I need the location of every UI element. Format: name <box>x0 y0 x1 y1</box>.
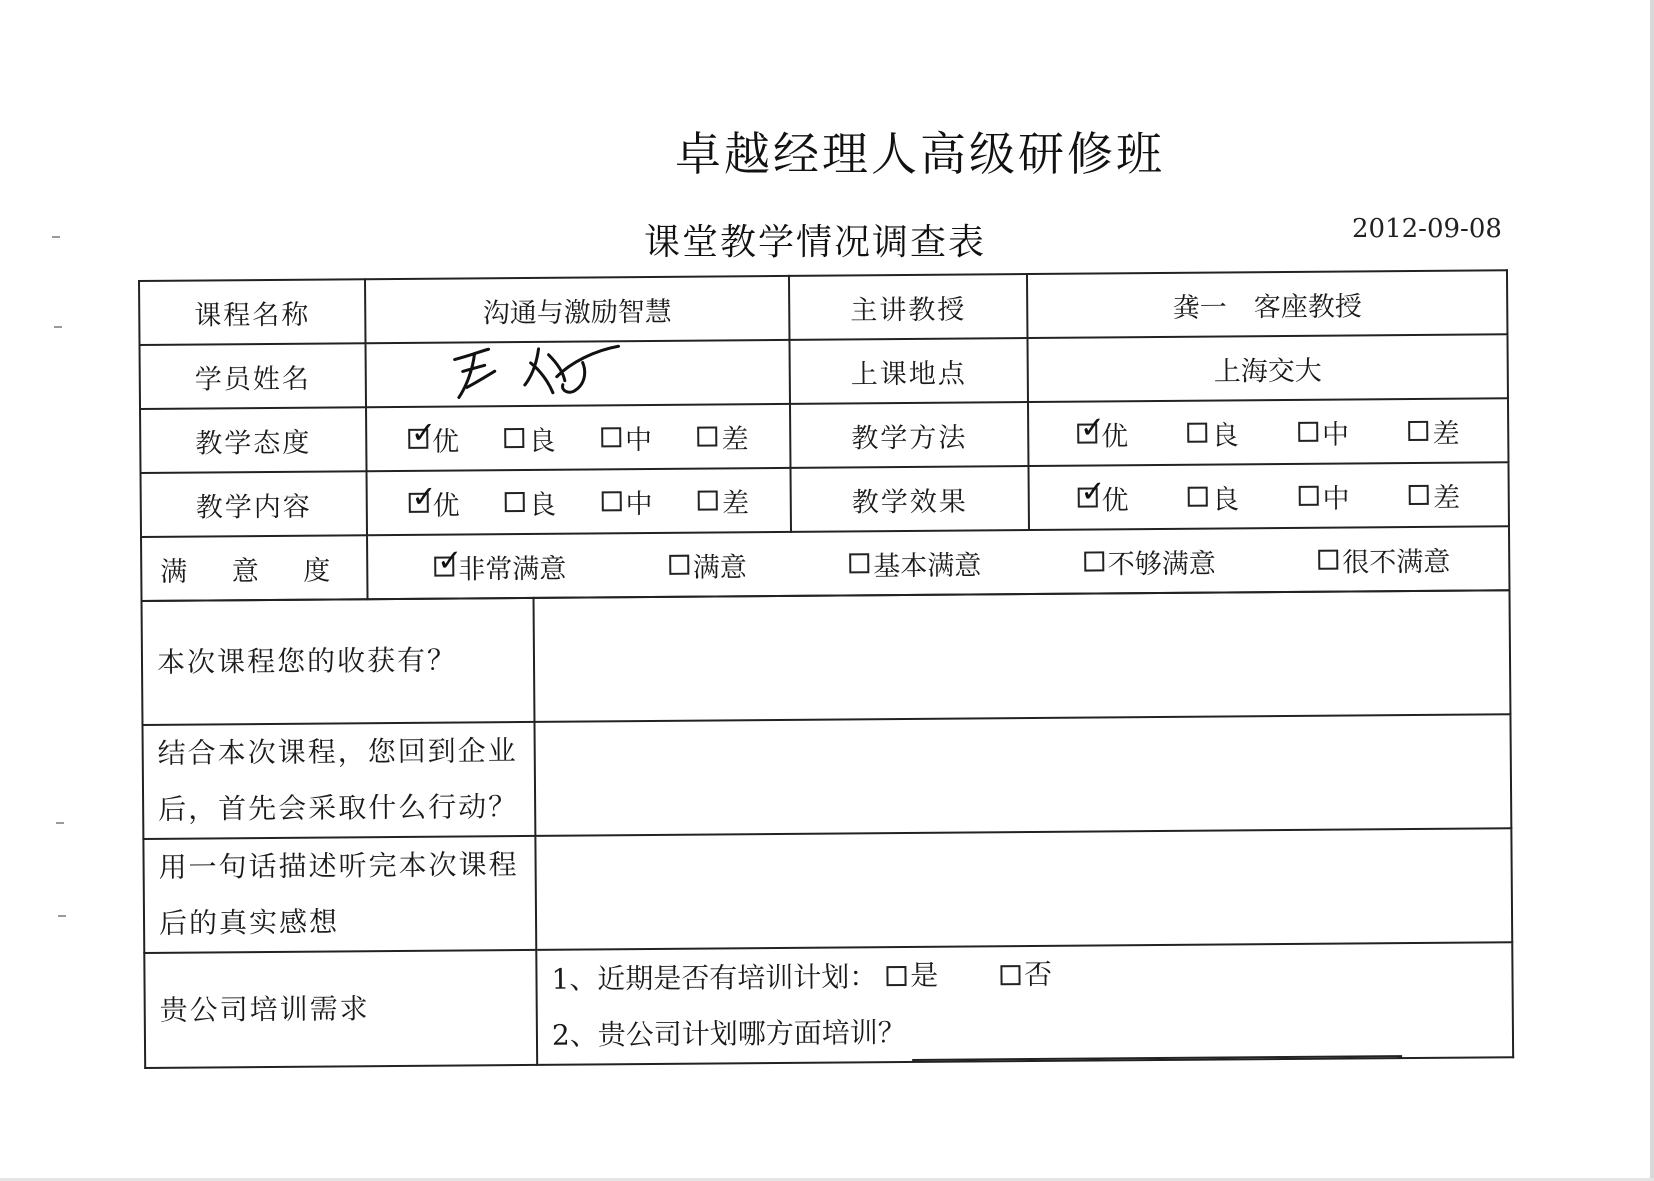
feeling-question: 用一句话描述听完本次课程 后的真实感想 <box>143 836 536 953</box>
attitude-option-good[interactable]: 良 <box>504 418 555 457</box>
method-option-average[interactable]: 中 <box>1298 412 1349 451</box>
table-row <box>143 828 1512 953</box>
satisfaction-options <box>367 526 1509 599</box>
handwritten-signature <box>444 340 644 402</box>
binder-mark <box>58 915 66 917</box>
checkbox-icon <box>504 428 524 448</box>
satisfaction-option-very-satisfied[interactable]: ✓ 非常满意 <box>434 546 566 586</box>
location-label: 上课地点 <box>789 338 1027 404</box>
teaching-effect-label: 教学效果 <box>790 466 1028 532</box>
table-row <box>140 334 1508 409</box>
check-icon: ✓ <box>1080 474 1106 510</box>
content-option-average[interactable]: 中 <box>601 481 652 520</box>
feedback-table <box>141 589 1515 1069</box>
teaching-effect-options <box>1028 462 1508 530</box>
check-icon: ✓ <box>437 543 463 579</box>
feeling-answer-field[interactable] <box>535 828 1512 950</box>
checkbox-icon <box>1188 487 1208 507</box>
effect-option-average[interactable]: 中 <box>1298 476 1349 515</box>
location-value[interactable]: 上海交大 <box>1027 334 1507 402</box>
gain-question: 本次课程您的收获有？ <box>142 598 535 725</box>
table-row <box>142 714 1511 839</box>
content-option-good[interactable]: 良 <box>505 482 556 521</box>
satisfaction-option-very-unsatisfied[interactable]: 很不满意 <box>1318 539 1450 579</box>
checkbox-icon <box>1077 410 1106 446</box>
table-row <box>141 462 1509 537</box>
checkbox-icon <box>697 426 717 446</box>
checkbox-icon <box>601 427 621 447</box>
table-row <box>140 398 1508 473</box>
checkbox-icon <box>886 966 906 986</box>
gain-answer-field[interactable] <box>534 590 1511 722</box>
method-option-poor[interactable]: 差 <box>1408 411 1459 450</box>
attitude-option-average[interactable]: 中 <box>601 417 652 456</box>
table-row <box>144 942 1513 1068</box>
lecturer-value[interactable]: 龚一 客座教授 <box>1027 270 1507 338</box>
course-name-value[interactable]: 沟通与激励智慧 <box>365 276 789 343</box>
effect-option-good[interactable]: 良 <box>1188 477 1239 516</box>
satisfaction-option-basically-satisfied[interactable]: 基本满意 <box>849 543 981 583</box>
teaching-attitude-options <box>366 404 790 471</box>
rating-table <box>138 269 1510 602</box>
satisfaction-option-satisfied[interactable]: 满意 <box>669 545 747 585</box>
effect-option-excellent[interactable]: ✓ 优 <box>1077 478 1128 517</box>
training-plan-no[interactable]: 否 <box>1000 947 1052 1003</box>
checkbox-icon <box>1077 474 1106 510</box>
content-option-poor[interactable]: 差 <box>698 481 749 520</box>
lecturer-label: 主讲教授 <box>789 274 1027 340</box>
checkbox-icon <box>1298 422 1318 442</box>
checkbox-icon <box>1408 421 1428 441</box>
checkbox-icon <box>434 543 463 579</box>
check-icon: ✓ <box>410 415 437 451</box>
training-needs-label: 贵公司培训需求 <box>144 950 537 1068</box>
checkbox-icon <box>1409 485 1429 505</box>
student-name-label: 学员姓名 <box>140 343 366 409</box>
teaching-content-label: 教学内容 <box>141 471 367 537</box>
survey-form <box>138 269 1512 1069</box>
teaching-attitude-label: 教学态度 <box>140 407 366 473</box>
satisfaction-option-not-satisfied[interactable]: 不够满意 <box>1084 541 1216 581</box>
attitude-option-excellent[interactable]: ✓ 优 <box>408 419 459 458</box>
checkbox-icon <box>849 553 869 573</box>
teaching-content-options <box>367 468 791 535</box>
checkbox-icon <box>669 555 689 575</box>
action-answer-field[interactable] <box>534 714 1511 836</box>
checkbox-icon <box>505 492 525 512</box>
table-row <box>142 590 1511 725</box>
course-name-label: 课程名称 <box>139 279 365 345</box>
checkbox-icon <box>1187 423 1207 443</box>
effect-option-poor[interactable]: 差 <box>1409 475 1460 514</box>
checkbox-icon <box>408 415 437 451</box>
training-plan-yes[interactable]: 是 <box>886 948 938 1004</box>
action-question: 结合本次课程，您回到企业 后，首先会采取什么行动？ <box>142 722 535 839</box>
teaching-method-options <box>1028 398 1508 466</box>
training-area-question: 2、贵公司计划哪方面培训？ <box>552 1000 1498 1063</box>
checkbox-icon <box>1318 550 1338 570</box>
checkbox-icon <box>408 479 437 515</box>
training-plan-question: 1、近期是否有培训计划： 是 否 <box>551 943 1497 1007</box>
attitude-option-poor[interactable]: 差 <box>697 417 748 456</box>
table-row <box>141 526 1509 601</box>
content-option-excellent[interactable]: ✓ 优 <box>408 483 459 522</box>
checkbox-icon <box>698 490 718 510</box>
method-option-excellent[interactable]: ✓ 优 <box>1077 414 1128 453</box>
check-icon: ✓ <box>1079 410 1106 446</box>
binder-mark <box>56 822 64 824</box>
checkbox-icon <box>601 491 621 511</box>
checkbox-icon <box>1298 486 1318 506</box>
training-needs-field <box>536 942 1513 1065</box>
checkbox-icon <box>1084 551 1104 571</box>
checkbox-icon <box>1000 965 1020 985</box>
student-name-field[interactable] <box>366 340 790 407</box>
teaching-method-label: 教学方法 <box>790 402 1028 468</box>
form-title: 卓越经理人高级研修班 <box>675 127 1165 181</box>
table-row <box>139 270 1507 345</box>
training-area-input[interactable] <box>912 1031 1402 1061</box>
binder-mark <box>54 326 62 328</box>
form-date: 2012-09-08 <box>1352 214 1502 244</box>
satisfaction-label: 满 意 度 <box>141 535 367 601</box>
check-icon: ✓ <box>411 479 437 515</box>
form-subtitle: 课堂教学情况调查表 <box>643 222 986 263</box>
method-option-good[interactable]: 良 <box>1187 413 1238 452</box>
